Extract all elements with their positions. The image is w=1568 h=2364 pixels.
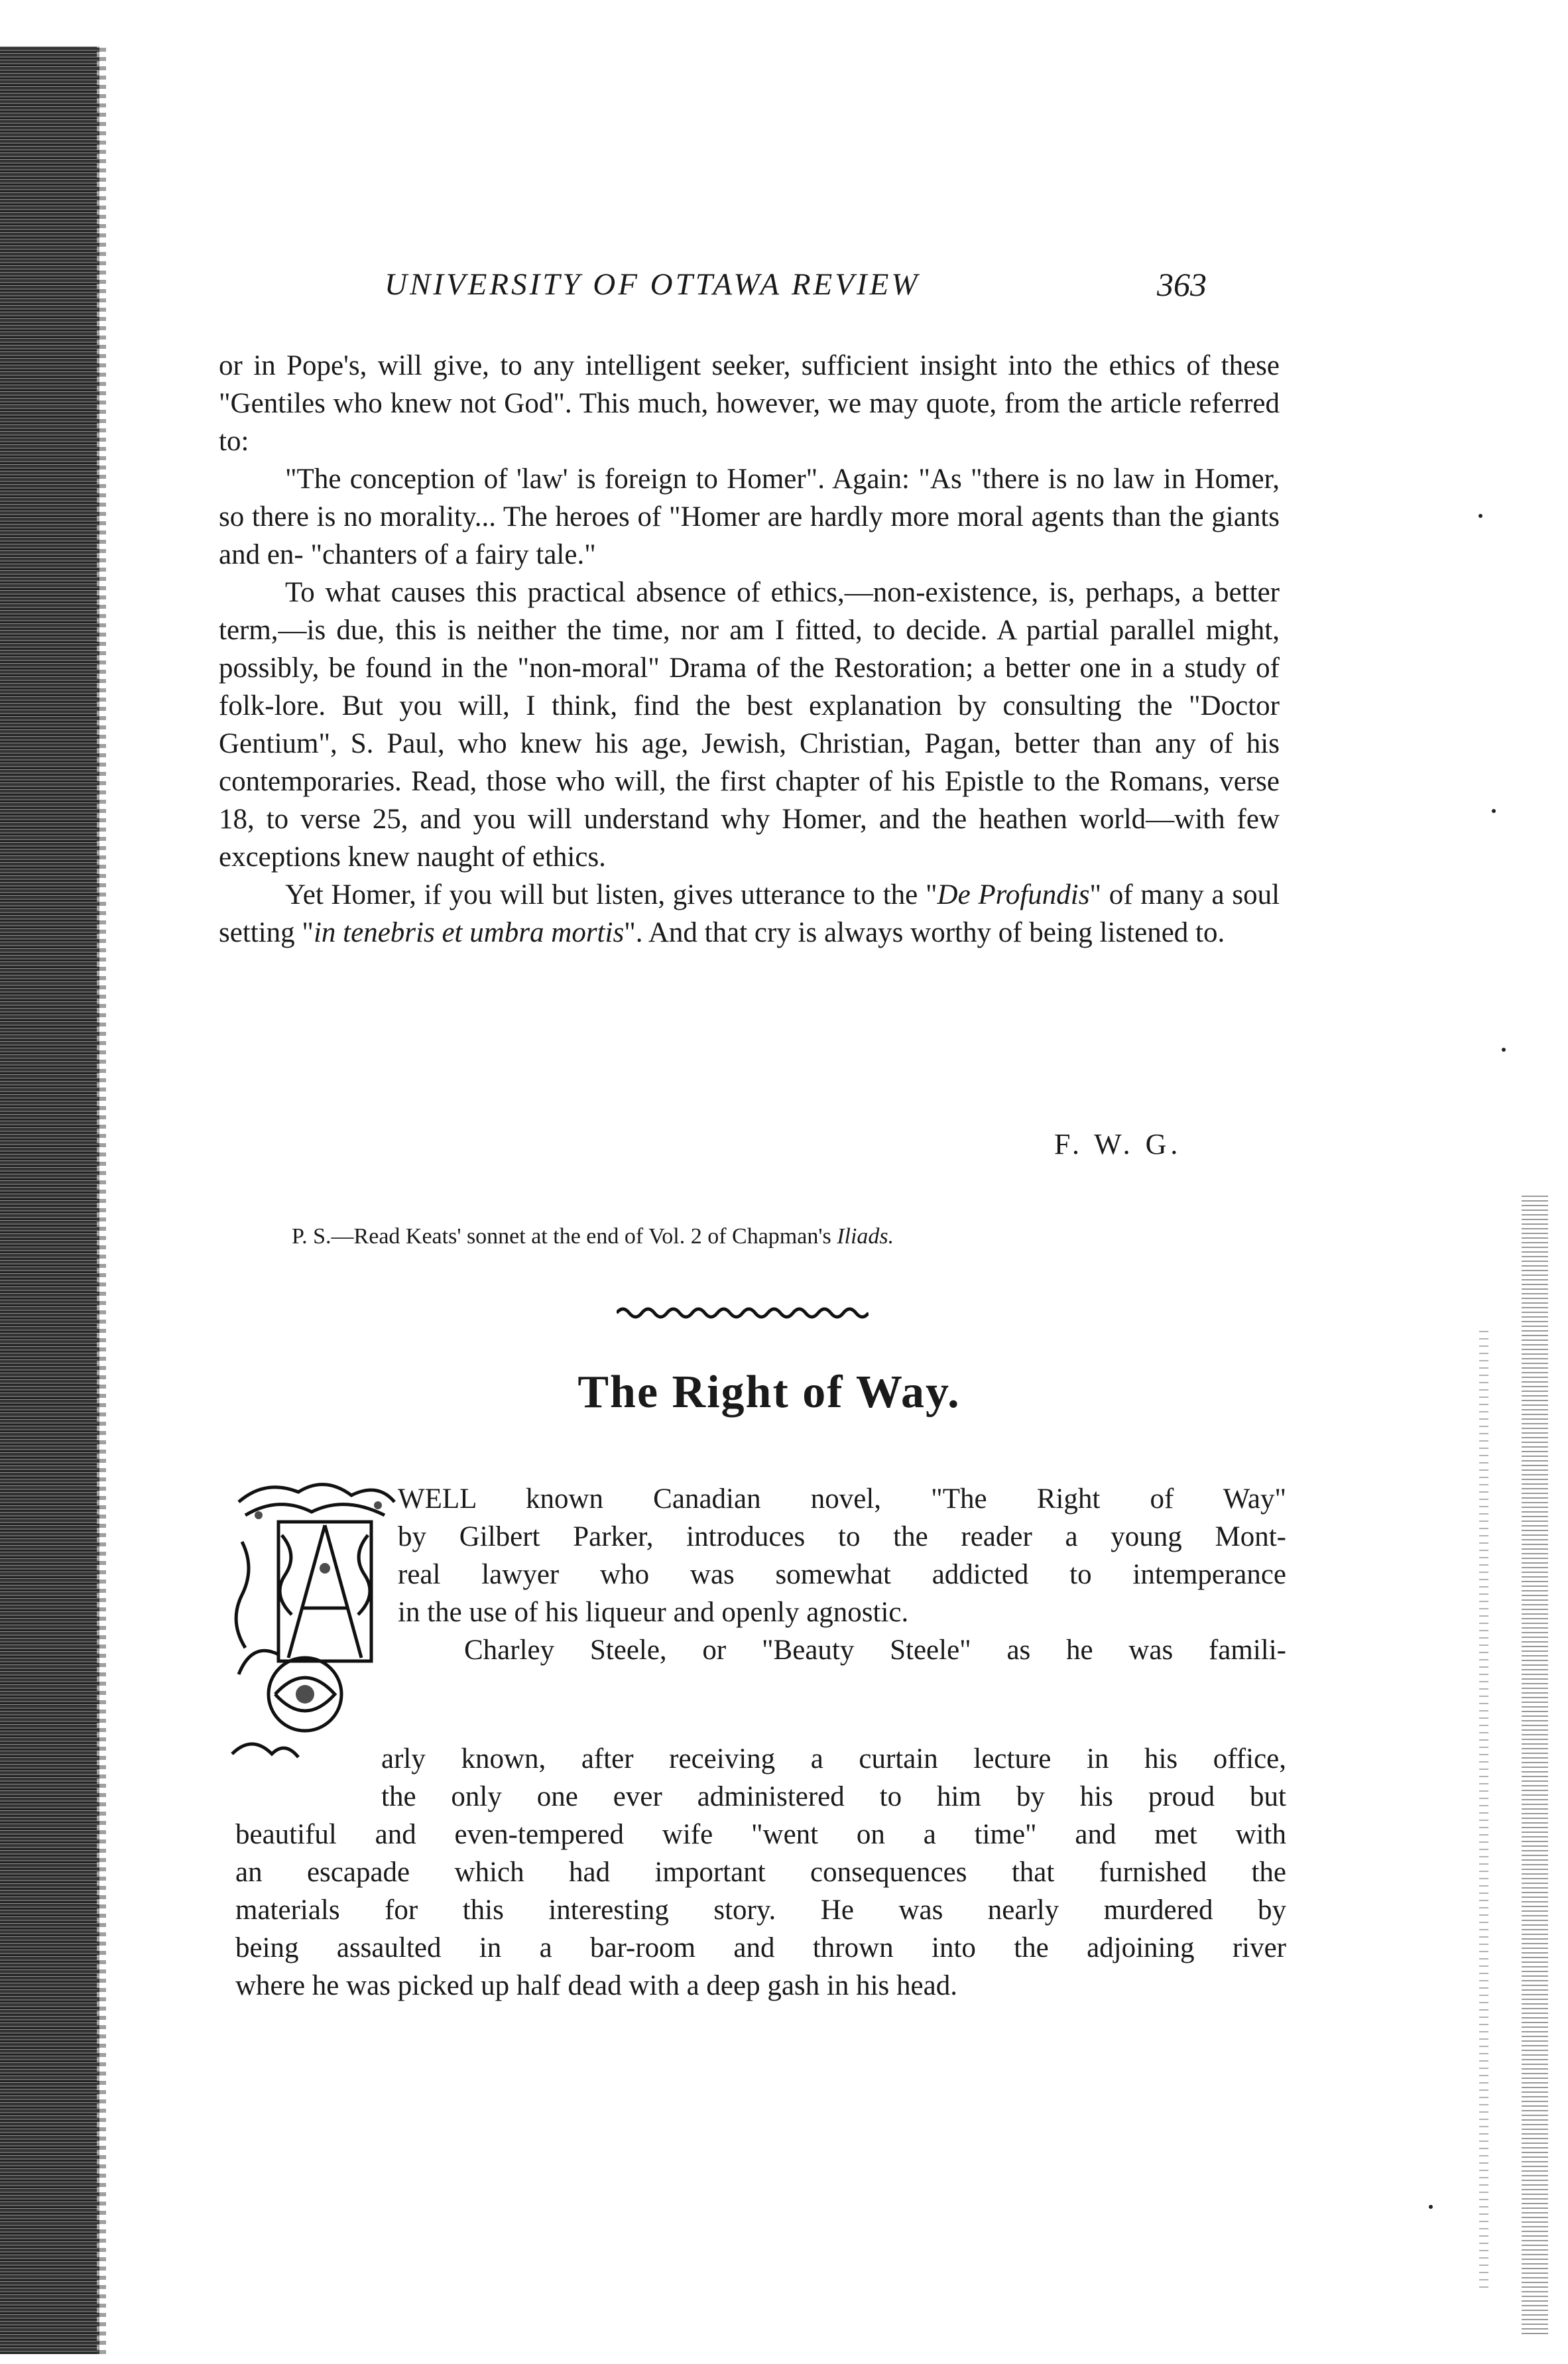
postscript	[292, 1224, 894, 1249]
review-line: in the use of his liqueur and openly agnostic.	[398, 1597, 909, 1628]
essay-paragraph: To what causes this practical absence of ethics,—non-existence, is, perhaps, a better term,—is due, this is neither the time, nor am I fitted, to decide. A partial parallel might, possibly, be found in the "non-moral" Drama of the Restoration; a better one in a study of folk-lore. But you will, I think, find the best explanation by consulting the "Doctor Gentium", S. Paul, who knew his age, Jewish, Christian, Pagan, better than any of his contemporaries. Read, those who will, the first chapter of his Epistle to the Romans, verse 18, to verse 25, and you will understand why Homer, and the heathen world—with few exceptions knew naught of ethics.	[219, 577, 1280, 873]
essay-text: Yet Homer, if you will but listen, gives utterance to the "	[285, 879, 937, 910]
section-title: The Right of Way.	[577, 1367, 961, 1418]
review-line: beautiful and even-tempered wife "went on a time" and met with	[235, 1819, 1286, 1850]
essay-italic: in tenebris et umbra mortis	[313, 917, 625, 948]
review-body-beside-dropcap	[398, 1480, 1286, 1669]
scan-speck	[1478, 514, 1482, 518]
dropcap-letter: A	[325, 1629, 330, 1637]
essay-body	[219, 347, 1280, 952]
scan-edge-noise	[1522, 1194, 1548, 2334]
scan-speck	[1429, 2205, 1433, 2209]
essay-italic: De Profundis	[937, 879, 1090, 910]
scan-speck	[1492, 809, 1496, 813]
essay-quote: "The conception of 'law' is foreign to Homer". Again: "As "there is no law in Homer, so there is no morality... The heroes of "Homer are hardly more moral agents than the giants and en- "chanters of a fairy tale."	[219, 464, 1280, 570]
essay-final-paragraph	[219, 876, 1280, 952]
ornamental-dropcap-a	[225, 1475, 404, 1767]
scan-binding-edge	[0, 46, 99, 2354]
review-line: Charley Steele, or "Beauty Steele" as he was famili-	[464, 1635, 1286, 1666]
wavy-divider-ornament	[617, 1303, 869, 1323]
essay-text: " of many a soul setting "	[219, 879, 1280, 948]
review-line: by Gilbert Parker, introduces to the reader a young Mont-	[398, 1521, 1286, 1552]
review-line: materials for this interesting story. He was nearly murdered by	[235, 1895, 1286, 1926]
review-body-continued	[235, 1740, 1286, 2005]
scan-edge-noise	[1479, 1326, 1488, 2288]
review-line: WELL known Canadian novel, "The Right of Way"	[398, 1483, 1286, 1515]
author-signature: F. W. G.	[1054, 1128, 1182, 1160]
review-line: being assaulted in a bar-room and thrown into the adjoining river	[235, 1932, 1286, 1963]
review-line: where he was picked up half dead with a deep gash in his head.	[235, 1970, 957, 2001]
review-line: real lawyer who was somewhat addicted to intemperance	[398, 1559, 1286, 1590]
essay-text: ". And that cry is always worthy of being listened to.	[624, 917, 1225, 948]
review-line: arly known, after receiving a curtain lecture in his office,	[381, 1743, 1286, 1774]
scan-speck	[1502, 1048, 1506, 1052]
page-number: 363	[1157, 266, 1207, 303]
running-head: UNIVERSITY OF OTTAWA REVIEW	[385, 267, 920, 302]
review-line: an escapade which had important consequences that furnished the	[235, 1857, 1286, 1888]
postscript-italic: Iliads.	[837, 1224, 894, 1249]
essay-paragraph: or in Pope's, will give, to any intelligent seeker, sufficient insight into the ethics of these "Gentiles who knew not God". This much, however, we may quote, from the article referred to:	[219, 350, 1280, 457]
postscript-text: P. S.—Read Keats' sonnet at the end of Vol. 2 of Chapman's	[292, 1224, 837, 1249]
review-line: the only one ever administered to him by his proud but	[381, 1781, 1286, 1812]
